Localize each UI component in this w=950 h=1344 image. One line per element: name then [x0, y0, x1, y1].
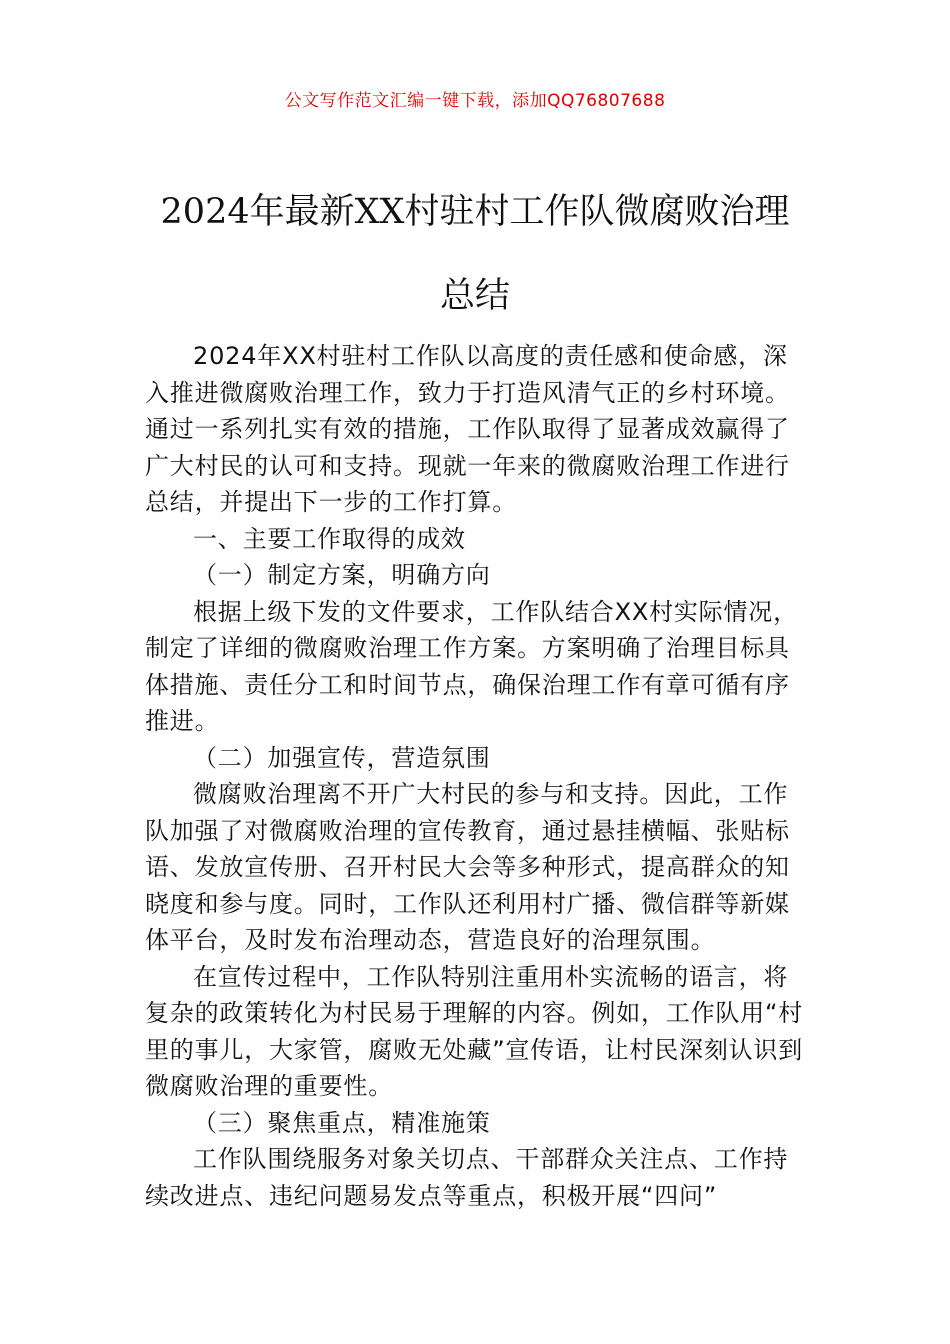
- subsection-heading-2: （二）加强宣传，营造氛围: [193, 743, 491, 772]
- section-heading-1: 一、主要工作取得的成效: [193, 524, 466, 553]
- subsection-heading-3: （三）聚焦重点，精准施策: [193, 1108, 491, 1137]
- document-body: [145, 338, 810, 1214]
- subsection-heading-1: （一）制定方案，明确方向: [193, 561, 491, 589]
- intro-paragraph: 2024年XX村驻村工作队以高度的责任感和使命感，深入推进微腐败治理工作，致力于打造风清气正的乡村环境。通过一系列扎实有效的措施，工作队取得了显著成效赢得了广大村民的认可和支持。现就一年来的微腐败治理工作进行总结，并提出下一步的工作打算。: [145, 342, 790, 516]
- paragraph-plan: 根据上级下发的文件要求，工作队结合XX村实际情况，制定了详细的微腐败治理工作方案。方案明确了治理目标具体措施、责任分工和时间节点，确保治理工作有章可循有序推进。: [145, 597, 798, 735]
- header-promo-note: 公文写作范文汇编一键下载，添加QQ76807688: [284, 91, 666, 111]
- paragraph-language: 在宣传过程中，工作队特别注重用朴实流畅的语言，将复杂的政策转化为村民易于理解的内容。例如，工作队用“村里的事儿，大家管，腐败无处藏”宣传语，让村民深刻认识到微腐败治理的重要性。: [145, 962, 804, 1100]
- document-title: 2024年最新XX村驻村工作队微腐败治理总结: [160, 192, 790, 316]
- paragraph-focus: 工作队围绕服务对象关切点、干部群众关注点、工作持续改进点、违纪问题易发点等重点，积极开展“四问”: [145, 1145, 789, 1210]
- paragraph-publicity: 微腐败治理离不开广大村民的参与和支持。因此，工作队加强了对微腐败治理的宣传教育，通过悬挂横幅、张贴标语、发放宣传册、召开村民大会等多种形式，提高群众的知晓度和参与度。同时，工作队还利用村广播、微信群等新媒体平台，及时发布治理动态，营造良好的治理氛围。: [145, 780, 790, 954]
